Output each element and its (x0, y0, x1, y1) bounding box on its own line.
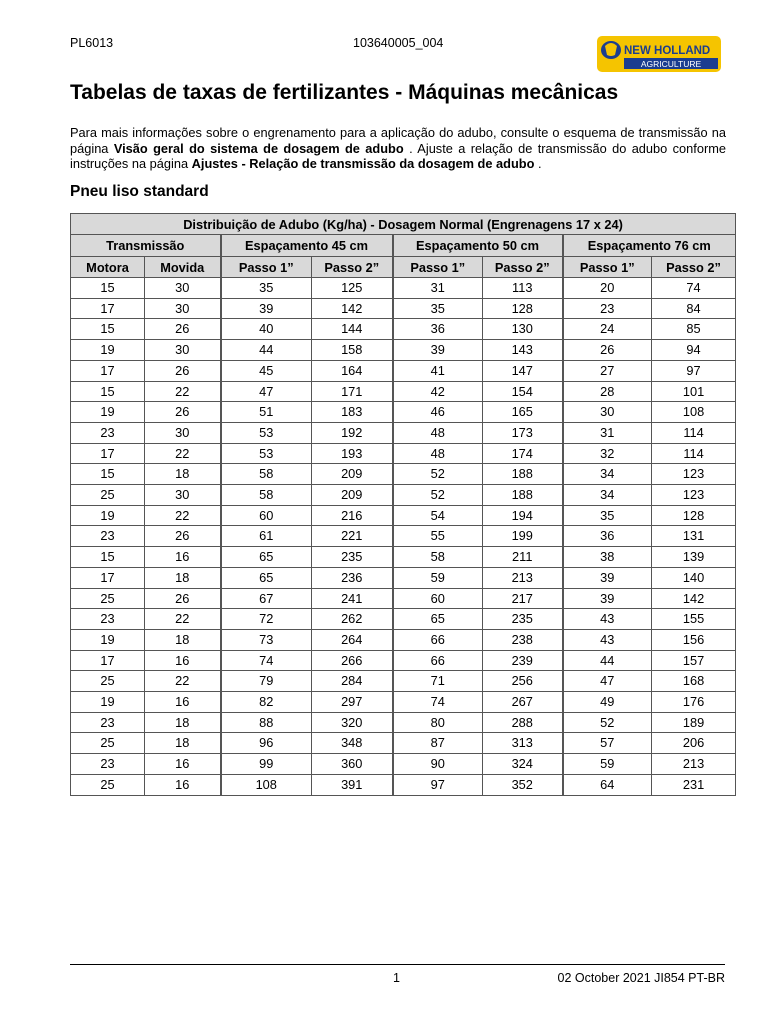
table-cell: 53 (221, 422, 312, 443)
table-cell: 144 (312, 319, 393, 340)
table-cell: 74 (652, 278, 736, 299)
table-cell: 348 (312, 733, 393, 754)
table-cell: 39 (563, 567, 652, 588)
table-cell: 192 (312, 422, 393, 443)
table-cell: 32 (563, 443, 652, 464)
table-cell: 31 (563, 422, 652, 443)
table-cell: 221 (312, 526, 393, 547)
table-cell: 211 (483, 547, 563, 568)
table-cell: 35 (221, 278, 312, 299)
brand-subtitle: AGRICULTURE (640, 59, 702, 69)
table-cell: 42 (393, 381, 483, 402)
table-cell: 264 (312, 629, 393, 650)
table-cell: 213 (483, 567, 563, 588)
table-cell: 313 (483, 733, 563, 754)
table-cell: 155 (652, 609, 736, 630)
table-cell: 231 (652, 774, 736, 795)
table-cell: 30 (145, 422, 221, 443)
table-row (71, 278, 736, 299)
table-cell: 16 (145, 754, 221, 775)
table-cell: 24 (563, 319, 652, 340)
page-title: Tabelas de taxas de fertilizantes - Máquinas mecânicas (70, 81, 619, 104)
footer-doc-info: 02 October 2021 JI854 PT-BR (557, 971, 725, 985)
table-cell: 142 (312, 298, 393, 319)
table-cell: 217 (483, 588, 563, 609)
table-cell: 324 (483, 754, 563, 775)
table-cell: 71 (393, 671, 483, 692)
table-cell: 183 (312, 402, 393, 423)
table-row (71, 692, 736, 713)
table-cell: 114 (652, 443, 736, 464)
table-cell: 157 (652, 650, 736, 671)
table-cell: 188 (483, 464, 563, 485)
table-cell: 88 (221, 712, 312, 733)
table-row (71, 422, 736, 443)
table-column-header: Passo 1” (563, 257, 652, 278)
table-cell: 34 (563, 485, 652, 506)
table-cell: 36 (563, 526, 652, 547)
table-cell: 235 (312, 547, 393, 568)
table-cell: 139 (652, 547, 736, 568)
table-cell: 320 (312, 712, 393, 733)
table-cell: 20 (563, 278, 652, 299)
table-cell: 114 (652, 422, 736, 443)
table-cell: 17 (71, 443, 145, 464)
table-cell: 352 (483, 774, 563, 795)
table-column-header-row (71, 257, 736, 278)
table-row (71, 360, 736, 381)
table-cell: 158 (312, 340, 393, 361)
table-cell: 284 (312, 671, 393, 692)
table-cell: 16 (145, 547, 221, 568)
table-cell: 262 (312, 609, 393, 630)
table-cell: 123 (652, 464, 736, 485)
table-column-header: Passo 2” (312, 257, 393, 278)
table-cell: 18 (145, 629, 221, 650)
table-cell: 25 (71, 588, 145, 609)
table-cell: 25 (71, 485, 145, 506)
table-cell: 26 (145, 526, 221, 547)
table-column-header: Movida (145, 257, 221, 278)
table-column-header: Passo 1” (393, 257, 483, 278)
table-cell: 19 (71, 340, 145, 361)
table-cell: 39 (393, 340, 483, 361)
fertilizer-rate-table (70, 213, 736, 796)
table-cell: 90 (393, 754, 483, 775)
table-cell: 60 (221, 505, 312, 526)
table-cell: 43 (563, 629, 652, 650)
table-cell: 23 (71, 712, 145, 733)
table-cell: 123 (652, 485, 736, 506)
table-cell: 97 (652, 360, 736, 381)
table-cell: 58 (393, 547, 483, 568)
table-cell: 266 (312, 650, 393, 671)
intro-text: Para mais informações sobre o engrenamento para a aplicação do adubo, consulte o esquema de transmissão na página (70, 125, 726, 156)
table-row (71, 485, 736, 506)
table-caption: Distribuição de Adubo (Kg/ha) - Dosagem Normal (Engrenagens 17 x 24) (71, 214, 736, 235)
table-cell: 58 (221, 485, 312, 506)
table-cell: 25 (71, 671, 145, 692)
table-cell: 194 (483, 505, 563, 526)
table-cell: 28 (563, 381, 652, 402)
table-cell: 26 (145, 360, 221, 381)
table-row (71, 774, 736, 795)
table-cell: 80 (393, 712, 483, 733)
table-cell: 49 (563, 692, 652, 713)
table-column-header: Passo 1” (221, 257, 312, 278)
table-cell: 94 (652, 340, 736, 361)
table-cell: 22 (145, 505, 221, 526)
table-cell: 59 (393, 567, 483, 588)
table-cell: 30 (145, 298, 221, 319)
table-cell: 22 (145, 671, 221, 692)
section-subtitle: Pneu liso standard (70, 183, 209, 200)
page-number: 1 (393, 971, 400, 985)
table-cell: 60 (393, 588, 483, 609)
table-cell: 85 (652, 319, 736, 340)
table-cell: 23 (563, 298, 652, 319)
table-row (71, 298, 736, 319)
table-cell: 236 (312, 567, 393, 588)
table-row (71, 505, 736, 526)
table-row (71, 443, 736, 464)
table-cell: 15 (71, 381, 145, 402)
table-cell: 25 (71, 774, 145, 795)
table-row (71, 547, 736, 568)
table-cell: 113 (483, 278, 563, 299)
table-cell: 34 (563, 464, 652, 485)
table-cell: 74 (393, 692, 483, 713)
table-cell: 213 (652, 754, 736, 775)
table-cell: 174 (483, 443, 563, 464)
table-cell: 128 (483, 298, 563, 319)
table-cell: 87 (393, 733, 483, 754)
document-number: 103640005_004 (353, 36, 444, 50)
table-cell: 48 (393, 422, 483, 443)
table-cell: 36 (393, 319, 483, 340)
table-cell: 57 (563, 733, 652, 754)
table-cell: 26 (145, 319, 221, 340)
table-cell: 26 (145, 402, 221, 423)
table-row (71, 526, 736, 547)
table-cell: 65 (393, 609, 483, 630)
table-cell: 19 (71, 505, 145, 526)
table-row (71, 650, 736, 671)
table-cell: 65 (221, 567, 312, 588)
table-cell: 15 (71, 464, 145, 485)
table-cell: 79 (221, 671, 312, 692)
table-cell: 52 (393, 464, 483, 485)
table-cell: 125 (312, 278, 393, 299)
table-cell: 189 (652, 712, 736, 733)
table-cell: 216 (312, 505, 393, 526)
table-cell: 39 (563, 588, 652, 609)
table-cell: 45 (221, 360, 312, 381)
table-cell: 26 (145, 588, 221, 609)
table-cell: 44 (563, 650, 652, 671)
table-cell: 35 (563, 505, 652, 526)
table-body (71, 278, 736, 796)
table-cell: 168 (652, 671, 736, 692)
table-row (71, 567, 736, 588)
table-row (71, 340, 736, 361)
table-row (71, 319, 736, 340)
table-cell: 30 (145, 340, 221, 361)
table-cell: 238 (483, 629, 563, 650)
table-cell: 17 (71, 360, 145, 381)
table-cell: 23 (71, 754, 145, 775)
table-cell: 22 (145, 609, 221, 630)
table-cell: 18 (145, 567, 221, 588)
table-cell: 23 (71, 609, 145, 630)
table-cell: 147 (483, 360, 563, 381)
table-cell: 31 (393, 278, 483, 299)
table-row (71, 733, 736, 754)
table-cell: 176 (652, 692, 736, 713)
intro-paragraph (70, 125, 726, 172)
table-cell: 101 (652, 381, 736, 402)
table-cell: 30 (145, 485, 221, 506)
table-cell: 360 (312, 754, 393, 775)
table-cell: 40 (221, 319, 312, 340)
table-cell: 171 (312, 381, 393, 402)
table-row (71, 712, 736, 733)
table-cell: 15 (71, 319, 145, 340)
table-cell: 52 (393, 485, 483, 506)
table-cell: 22 (145, 381, 221, 402)
table-cell: 53 (221, 443, 312, 464)
table-cell: 47 (221, 381, 312, 402)
table-cell: 239 (483, 650, 563, 671)
table-cell: 19 (71, 692, 145, 713)
table-cell: 66 (393, 629, 483, 650)
table-row (71, 609, 736, 630)
table-cell: 131 (652, 526, 736, 547)
table-cell: 35 (393, 298, 483, 319)
table-cell: 19 (71, 629, 145, 650)
table-cell: 84 (652, 298, 736, 319)
table-cell: 391 (312, 774, 393, 795)
table-cell: 39 (221, 298, 312, 319)
table-cell: 15 (71, 547, 145, 568)
table-cell: 17 (71, 298, 145, 319)
intro-text: . Ajuste a relação de transmissão do adubo conforme instruções na página (70, 140, 726, 171)
table-cell: 18 (145, 712, 221, 733)
table-cell: 46 (393, 402, 483, 423)
table-cell: 17 (71, 567, 145, 588)
table-row (71, 754, 736, 775)
table-cell: 19 (71, 402, 145, 423)
table-row (71, 671, 736, 692)
table-cell: 165 (483, 402, 563, 423)
document-code: PL6013 (70, 36, 114, 50)
table-cell: 55 (393, 526, 483, 547)
table-cell: 209 (312, 485, 393, 506)
table-cell: 64 (563, 774, 652, 795)
table-column-header: Passo 2” (483, 257, 563, 278)
table-cell: 82 (221, 692, 312, 713)
table-cell: 18 (145, 733, 221, 754)
table-cell: 18 (145, 464, 221, 485)
table-row (71, 402, 736, 423)
table-cell: 27 (563, 360, 652, 381)
table-cell: 58 (221, 464, 312, 485)
table-cell: 61 (221, 526, 312, 547)
table-cell: 25 (71, 733, 145, 754)
table-cell: 22 (145, 443, 221, 464)
table-cell: 108 (652, 402, 736, 423)
table-cell: 54 (393, 505, 483, 526)
table-cell: 52 (563, 712, 652, 733)
table-cell: 193 (312, 443, 393, 464)
table-cell: 130 (483, 319, 563, 340)
table-cell: 23 (71, 526, 145, 547)
table-cell: 16 (145, 692, 221, 713)
table-cell: 51 (221, 402, 312, 423)
table-cell: 188 (483, 485, 563, 506)
table-cell: 30 (145, 278, 221, 299)
brand-name: NEW HOLLAND (624, 45, 711, 57)
table-cell: 206 (652, 733, 736, 754)
table-cell: 23 (71, 422, 145, 443)
table-row (71, 588, 736, 609)
table-row (71, 629, 736, 650)
table-cell: 99 (221, 754, 312, 775)
table-cell: 140 (652, 567, 736, 588)
table-cell: 48 (393, 443, 483, 464)
table-cell: 288 (483, 712, 563, 733)
table-cell: 241 (312, 588, 393, 609)
table-cell: 26 (563, 340, 652, 361)
table-cell: 96 (221, 733, 312, 754)
table-cell: 43 (563, 609, 652, 630)
table-cell: 74 (221, 650, 312, 671)
table-cell: 67 (221, 588, 312, 609)
table-cell: 209 (312, 464, 393, 485)
table-cell: 108 (221, 774, 312, 795)
table-cell: 44 (221, 340, 312, 361)
table-group-header-row (71, 235, 736, 257)
table-cell: 73 (221, 629, 312, 650)
table-cell: 164 (312, 360, 393, 381)
table-cell: 97 (393, 774, 483, 795)
table-cell: 142 (652, 588, 736, 609)
table-cell: 59 (563, 754, 652, 775)
table-cell: 267 (483, 692, 563, 713)
table-cell: 154 (483, 381, 563, 402)
table-cell: 297 (312, 692, 393, 713)
table-group-header: Espaçamento 50 cm (393, 235, 563, 257)
table-column-header: Passo 2” (652, 257, 736, 278)
table-cell: 199 (483, 526, 563, 547)
table-cell: 173 (483, 422, 563, 443)
table-group-header: Espaçamento 45 cm (221, 235, 393, 257)
table-cell: 156 (652, 629, 736, 650)
table-column-header: Motora (71, 257, 145, 278)
table-cell: 15 (71, 278, 145, 299)
table-cell: 128 (652, 505, 736, 526)
table-cell: 17 (71, 650, 145, 671)
table-cell: 47 (563, 671, 652, 692)
gearing-overview-link[interactable]: Visão geral do sistema de dosagem de adubo (113, 140, 404, 156)
table-cell: 41 (393, 360, 483, 381)
new-holland-logo (597, 36, 721, 72)
table-row (71, 464, 736, 485)
table-cell: 72 (221, 609, 312, 630)
table-cell: 38 (563, 547, 652, 568)
table-row (71, 381, 736, 402)
table-cell: 65 (221, 547, 312, 568)
table-cell: 30 (563, 402, 652, 423)
table-cell: 256 (483, 671, 563, 692)
table-group-header: Transmissão (71, 235, 221, 257)
table-cell: 66 (393, 650, 483, 671)
table-cell: 16 (145, 774, 221, 795)
table-cell: 235 (483, 609, 563, 630)
table-group-header: Espaçamento 76 cm (563, 235, 736, 257)
footer-divider (70, 964, 725, 965)
table-cell: 143 (483, 340, 563, 361)
table-cell: 16 (145, 650, 221, 671)
intro-text: . (534, 156, 542, 171)
gear-ratio-adjust-link[interactable]: Ajustes - Relação de transmissão da dosagem de adubo (191, 156, 535, 171)
